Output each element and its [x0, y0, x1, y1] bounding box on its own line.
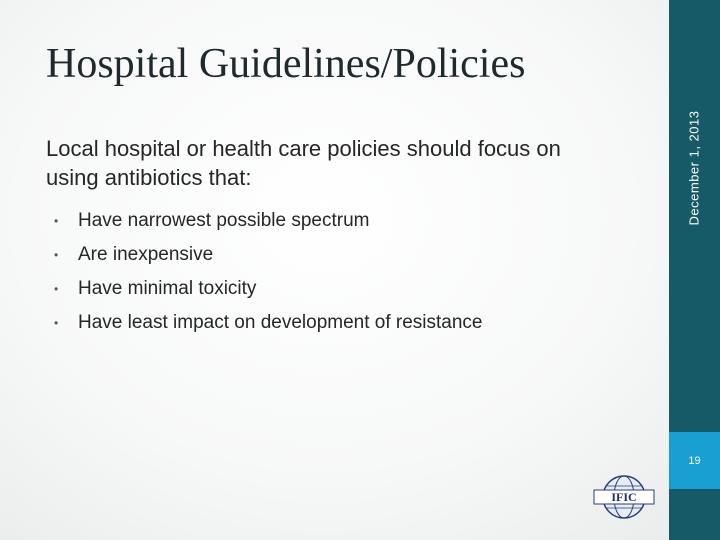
bullet-item: [46, 306, 646, 340]
logo-text: IFIC: [611, 490, 637, 504]
bullet-text: Have least impact on development of resistance: [78, 312, 483, 333]
bullet-dot-icon: •: [54, 282, 59, 296]
bullet-list: [46, 204, 646, 340]
bullet-text: Are inexpensive: [78, 244, 214, 265]
page-number-box: [669, 432, 720, 489]
intro-text: Local hospital or health care policies should focus on using antibiotics that:: [46, 136, 561, 190]
bullet-item: [46, 238, 646, 272]
ific-globe-logo-icon: [592, 472, 656, 522]
bullet-text: Have minimal toxicity: [78, 278, 257, 299]
slide-date: December 1, 2013: [686, 110, 702, 226]
bullet-dot-icon: •: [54, 214, 59, 228]
slide-title: Hospital Guidelines/Policies: [46, 41, 526, 87]
bullet-dot-icon: •: [54, 316, 59, 330]
bullet-item: [46, 272, 646, 306]
page-number: 19: [688, 454, 701, 467]
bullet-text: Have narrowest possible spectrum: [78, 210, 370, 231]
bullet-item: [46, 204, 646, 238]
bullet-dot-icon: •: [54, 248, 59, 262]
